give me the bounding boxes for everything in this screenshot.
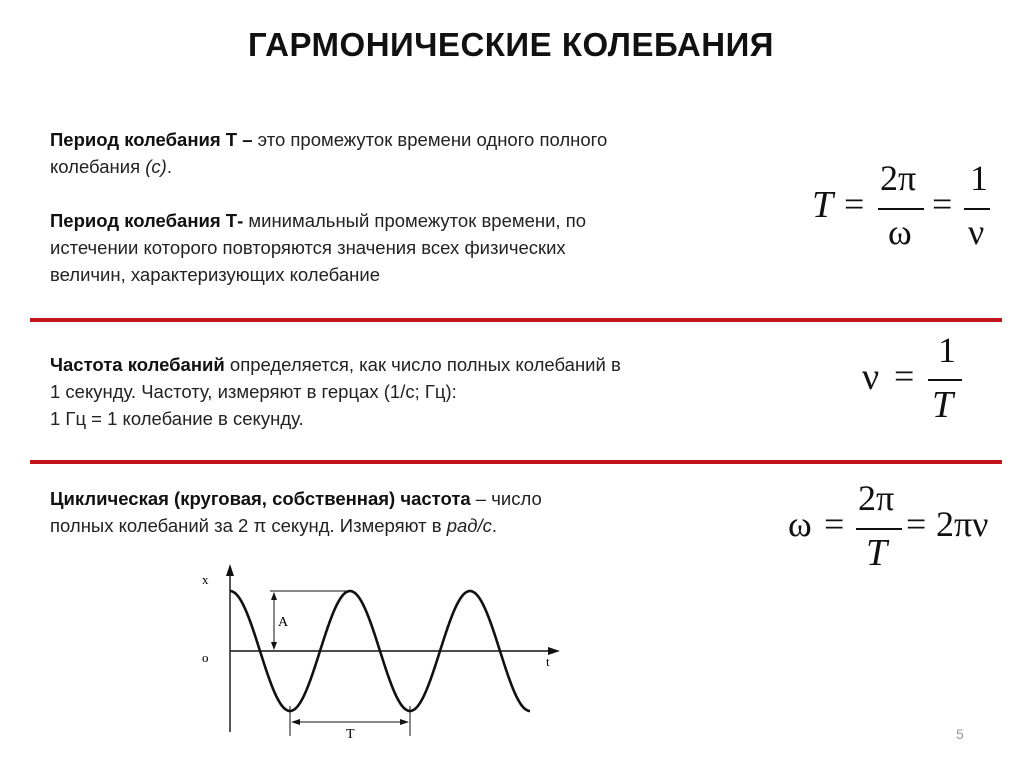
frequency-term: Частота колебаний [50, 354, 225, 375]
formula-cyclic-eq1: = [824, 504, 845, 544]
formula-period-eq2: = [932, 184, 953, 224]
formula-period-den2: ν [968, 212, 985, 252]
cyclic-text-1: – число [470, 488, 542, 509]
cyclic-end: . [491, 515, 498, 536]
frequency-line-2: 1 секунду. Частоту, измеряют в герцах (1/с; Гц): [50, 381, 457, 402]
amplitude-arrow-up [271, 592, 277, 600]
period-text-2: колебания [50, 156, 146, 177]
cyclic-unit: рад/с [446, 515, 492, 536]
frequency-text-1: определяется, как число полных колебаний в [224, 354, 621, 375]
x-axis-arrow [226, 564, 234, 576]
formula-period-num1: 2π [880, 158, 917, 198]
cyclic-formula [782, 480, 1002, 580]
x-axis-label: x [202, 572, 209, 587]
period-term-1: Период колебания Т – [50, 129, 253, 150]
formula-period-num2: 1 [970, 158, 988, 198]
period-definition-2-line-1 [50, 207, 770, 234]
cyclic-frequency-definition [50, 485, 770, 539]
amplitude-label: A [278, 615, 289, 630]
period-definition-1 [50, 126, 770, 180]
cyclic-line-2 [50, 512, 770, 539]
cyclic-text-2b: секунд. Измеряют в [266, 515, 447, 536]
period-term-2: Период колебания Т- [50, 210, 244, 231]
page-number: 5 [956, 726, 964, 742]
period2-text-1: минимальный промежуток времени, по [243, 210, 587, 231]
period-definition-1-line-2 [50, 153, 770, 180]
formula-frequency-eq: = [894, 356, 915, 396]
period-text-1: это промежуток времени одного полного [252, 129, 608, 150]
formula-cyclic-lhs: ω [788, 504, 812, 544]
oscillation-graph [190, 560, 570, 750]
period-definition-2-line-3: величин, характеризующих колебание [50, 264, 380, 285]
period-unit: (с) [145, 156, 167, 177]
formula-cyclic-num: 2π [858, 478, 895, 518]
formula-frequency-bar [928, 379, 962, 381]
frequency-line-3: 1 Гц = 1 колебание в секунду. [50, 408, 304, 429]
period-arrow-right [400, 719, 409, 725]
section-divider-1 [30, 318, 1002, 322]
period-arrow-left [291, 719, 300, 725]
period-label: T [346, 727, 355, 742]
amplitude-arrow-down [271, 642, 277, 650]
formula-cyclic-eq2: = [906, 504, 927, 544]
cyclic-line-1 [50, 485, 770, 512]
formula-period-eq1: = [844, 184, 865, 224]
formula-frequency-den: T [932, 384, 954, 426]
formula-frequency-lhs: ν [862, 356, 880, 398]
formula-period-den1: ω [888, 212, 912, 252]
formula-cyclic-rhs: 2πν [936, 504, 989, 544]
cyclic-text-2a: полных колебаний за 2 [50, 515, 254, 536]
period-definition-1-line-1 [50, 126, 770, 153]
cyclic-pi: π [253, 515, 267, 536]
slide-title: ГАРМОНИЧЕСКИЕ КОЛЕБАНИЯ [248, 26, 775, 63]
t-axis-label: t [546, 654, 550, 669]
period-formula [808, 160, 1008, 260]
frequency-line-1 [50, 351, 790, 378]
formula-cyclic-bar [856, 528, 902, 530]
formula-period-lhs: T [812, 184, 834, 226]
frequency-formula [858, 330, 978, 430]
formula-period-bar1 [878, 208, 924, 210]
section-divider-2 [30, 460, 1002, 464]
period-definition-2 [50, 207, 770, 288]
t-axis-arrow [548, 647, 560, 655]
formula-frequency-num: 1 [938, 330, 956, 370]
frequency-definition [50, 351, 790, 432]
origin-label: o [202, 650, 209, 665]
cyclic-term: Циклическая (круговая, собственная) частота [50, 488, 471, 509]
formula-period-bar2 [964, 208, 990, 210]
period-definition-2-line-2: истечении которого повторяются значения всех физических [50, 237, 566, 258]
period-end: . [166, 156, 172, 177]
formula-cyclic-den: T [866, 532, 888, 574]
